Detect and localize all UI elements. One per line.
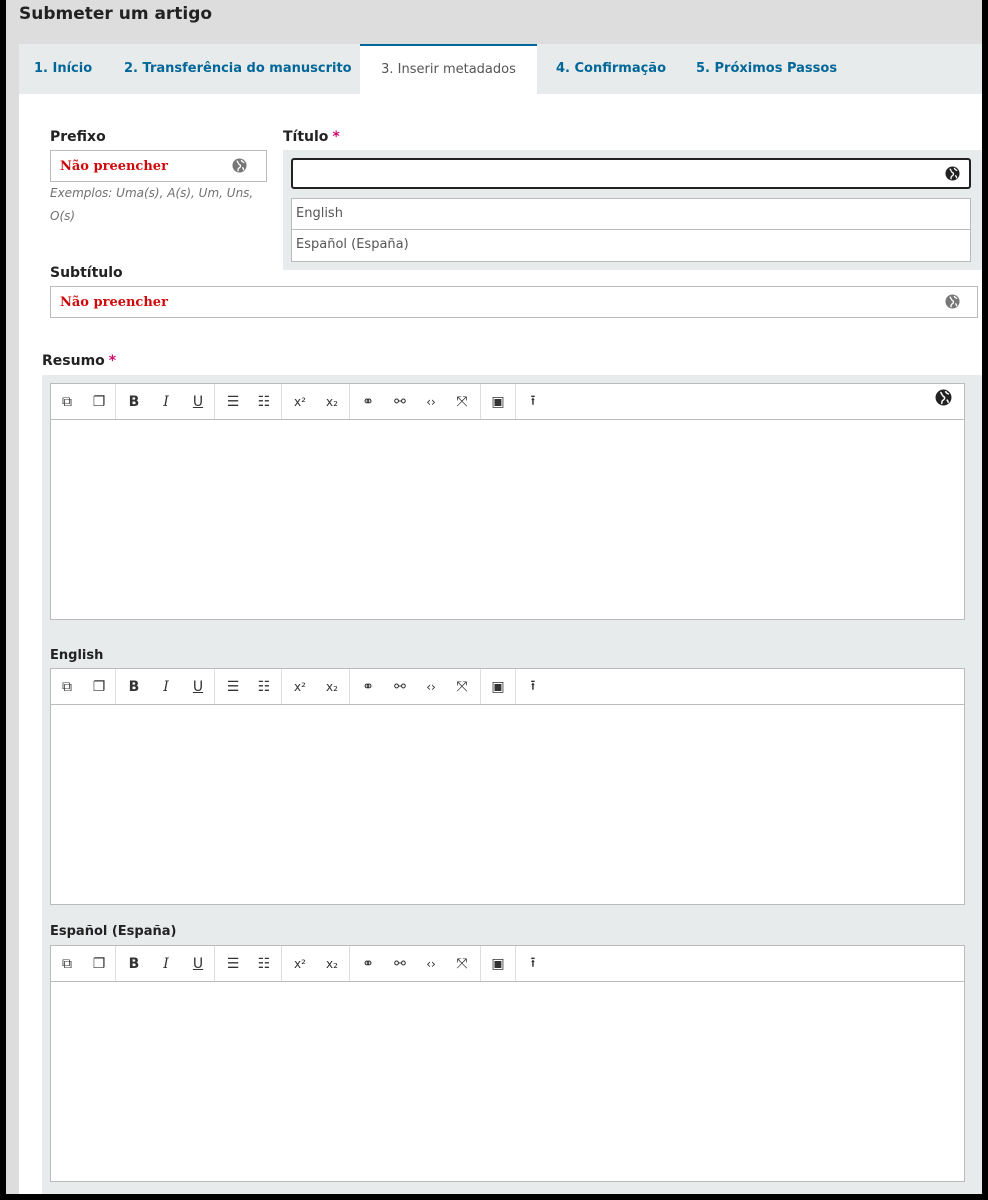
bullet-list-icon[interactable]: ☰ (226, 394, 240, 410)
wizard-tabs (19, 44, 982, 94)
code-icon[interactable]: ‹› (426, 957, 436, 971)
fullscreen-icon[interactable]: ⤧ (456, 394, 468, 410)
bold-icon[interactable]: B (128, 679, 140, 695)
unlink-icon[interactable]: ⚯ (394, 679, 406, 695)
subscript-icon[interactable]: x₂ (326, 395, 338, 409)
upload-icon[interactable]: ⭱ (530, 955, 536, 971)
superscript-icon[interactable]: x² (294, 957, 306, 971)
link-icon[interactable]: ⚭ (362, 394, 374, 410)
abstract-english-label: English (50, 648, 104, 663)
prefix-help-text: Exemplos: Uma(s), A(s), Um, Uns, O(s) (50, 186, 254, 223)
copy-icon[interactable]: ⧉ (62, 956, 72, 972)
tab-proximos-passos[interactable]: 5. Próximos Passos (696, 61, 838, 76)
subscript-icon[interactable]: x₂ (326, 957, 338, 971)
required-mark: * (332, 129, 340, 145)
copy-icon[interactable]: ⧉ (62, 679, 72, 695)
upload-icon[interactable]: ⭱ (530, 678, 536, 694)
unlink-icon[interactable]: ⚯ (394, 956, 406, 972)
bold-icon[interactable]: B (128, 956, 140, 972)
fullscreen-icon[interactable]: ⤧ (456, 956, 468, 972)
italic-icon[interactable]: I (163, 956, 169, 972)
italic-icon[interactable]: I (163, 679, 169, 695)
globe-icon[interactable] (935, 389, 952, 406)
globe-icon[interactable] (945, 294, 960, 309)
paste-icon[interactable]: ❐ (92, 956, 106, 972)
link-icon[interactable]: ⚭ (362, 956, 374, 972)
title-label-text: Título (283, 129, 329, 145)
abstract-label-text: Resumo (42, 353, 105, 369)
subtitle-input[interactable] (50, 286, 978, 318)
underline-icon[interactable]: U (192, 394, 204, 410)
globe-icon[interactable] (232, 158, 247, 173)
link-icon[interactable]: ⚭ (362, 679, 374, 695)
abstract-label (42, 353, 116, 369)
subscript-icon[interactable]: x₂ (326, 680, 338, 694)
subtitle-label: Subtítulo (50, 265, 123, 281)
tab-transferencia[interactable]: 2. Transferência do manuscrito (124, 61, 352, 76)
bold-icon[interactable]: B (128, 394, 140, 410)
superscript-icon[interactable]: x² (294, 680, 306, 694)
submission-page (6, 0, 982, 1194)
prefix-label: Prefixo (50, 129, 106, 145)
abstract-editor-area[interactable] (50, 419, 965, 620)
abstract-espanol-label: Español (España) (50, 924, 177, 939)
abstract-espanol-editor[interactable] (50, 981, 965, 1182)
tab-confirmacao[interactable]: 4. Confirmação (556, 61, 667, 76)
title-input-espanol[interactable]: Español (España) (291, 230, 971, 262)
image-icon[interactable]: ▣ (491, 679, 505, 695)
page-title: Submeter um artigo (19, 4, 213, 24)
fullscreen-icon[interactable]: ⤧ (456, 679, 468, 695)
required-mark: * (108, 353, 117, 369)
tab-inicio[interactable]: 1. Início (34, 61, 93, 76)
abstract-editor-toolbar (50, 383, 965, 419)
abstract-english-toolbar (50, 668, 965, 704)
abstract-english-editor[interactable] (50, 704, 965, 905)
paste-icon[interactable]: ❐ (92, 394, 106, 410)
underline-icon[interactable]: U (192, 956, 204, 972)
title-input-english[interactable]: English (291, 198, 971, 230)
numbered-list-icon[interactable]: ☷ (257, 679, 271, 695)
bullet-list-icon[interactable]: ☰ (226, 956, 240, 972)
code-icon[interactable]: ‹› (426, 680, 436, 694)
image-icon[interactable]: ▣ (491, 956, 505, 972)
abstract-espanol-toolbar (50, 945, 965, 981)
tab-inserir-metadados[interactable]: 3. Inserir metadados (360, 44, 537, 94)
numbered-list-icon[interactable]: ☷ (257, 956, 271, 972)
upload-icon[interactable]: ⭱ (530, 393, 536, 409)
italic-icon[interactable]: I (163, 394, 169, 410)
unlink-icon[interactable]: ⚯ (394, 394, 406, 410)
numbered-list-icon[interactable]: ☷ (257, 394, 271, 410)
code-icon[interactable]: ‹› (426, 395, 436, 409)
image-icon[interactable]: ▣ (491, 394, 505, 410)
prefix-input[interactable] (50, 150, 267, 182)
title-input[interactable] (291, 158, 971, 189)
subtitle-placeholder: Não preencher (60, 295, 168, 310)
superscript-icon[interactable]: x² (294, 395, 306, 409)
underline-icon[interactable]: U (192, 679, 204, 695)
prefix-placeholder: Não preencher (60, 159, 168, 174)
globe-icon[interactable] (945, 166, 960, 181)
paste-icon[interactable]: ❐ (92, 679, 106, 695)
copy-icon[interactable]: ⧉ (62, 394, 72, 410)
metadata-form (19, 94, 982, 1194)
title-label (283, 129, 340, 145)
bullet-list-icon[interactable]: ☰ (226, 679, 240, 695)
